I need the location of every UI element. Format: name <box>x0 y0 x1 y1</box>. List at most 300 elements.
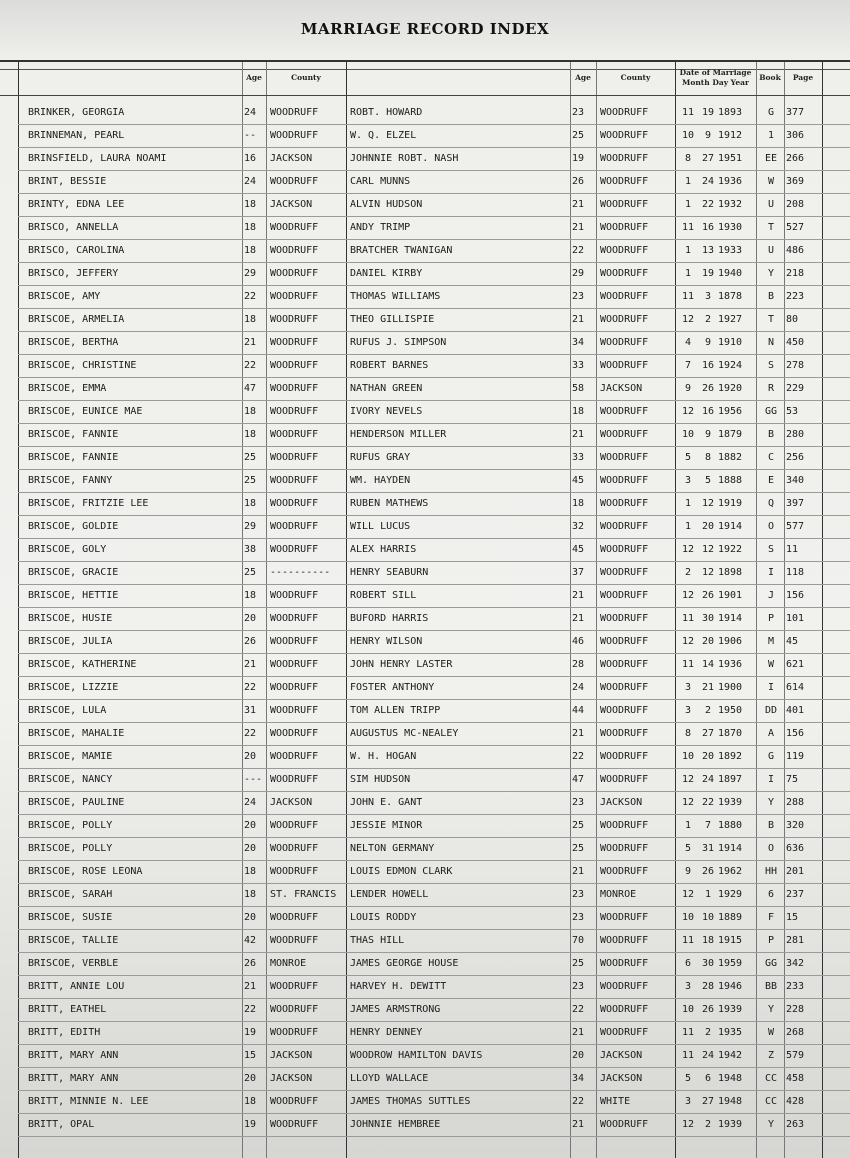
marriage-month: 12 <box>681 314 695 325</box>
groom-county: WOODRUFF <box>600 176 649 187</box>
table-row <box>0 815 850 838</box>
marriage-year: 1892 <box>718 751 743 762</box>
bride-age: 18 <box>244 222 257 233</box>
groom-county: WOODRUFF <box>600 107 649 118</box>
bride-age: 22 <box>244 291 257 302</box>
book-number: M <box>767 636 775 647</box>
page-number: 281 <box>786 935 805 946</box>
groom-county: WOODRUFF <box>600 406 649 417</box>
marriage-day: 2 <box>704 314 712 325</box>
marriage-day: 30 <box>701 958 715 969</box>
bride-age: 19 <box>244 1027 257 1038</box>
bride-name: BRINT, BESSIE <box>28 176 107 187</box>
marriage-year: 1888 <box>718 475 743 486</box>
marriage-year: 1951 <box>718 153 743 164</box>
marriage-month: 9 <box>684 866 692 877</box>
bride-age: 31 <box>244 705 257 716</box>
groom-age: 23 <box>572 981 585 992</box>
bride-county: WOODRUFF <box>270 429 319 440</box>
bride-name: BRISCOE, SUSIE <box>28 912 113 923</box>
bride-age: 18 <box>244 590 257 601</box>
groom-county: WOODRUFF <box>600 590 649 601</box>
book-number: B <box>767 820 775 831</box>
groom-county: WOODRUFF <box>600 452 649 463</box>
marriage-day: 20 <box>701 751 715 762</box>
bride-age: 18 <box>244 199 257 210</box>
bride-age: 25 <box>244 475 257 486</box>
marriage-month: 1 <box>684 245 692 256</box>
book-number: E <box>767 475 775 486</box>
bride-county: WOODRUFF <box>270 406 319 417</box>
table-row <box>0 263 850 286</box>
marriage-month: 1 <box>684 176 692 187</box>
marriage-year: 1932 <box>718 199 743 210</box>
groom-county: JACKSON <box>600 1073 643 1084</box>
marriage-year: 1898 <box>718 567 743 578</box>
book-number: T <box>767 222 775 233</box>
marriage-day: 2 <box>704 1027 712 1038</box>
marriage-day: 13 <box>701 245 715 256</box>
marriage-year: 1920 <box>718 383 743 394</box>
bride-age: 19 <box>244 1119 257 1130</box>
groom-age: 33 <box>572 452 585 463</box>
marriage-year: 1922 <box>718 544 743 555</box>
marriage-day: 26 <box>701 1004 715 1015</box>
marriage-month: 3 <box>684 981 692 992</box>
marriage-month: 4 <box>684 337 692 348</box>
marriage-day: 12 <box>701 544 715 555</box>
bride-age: 22 <box>244 682 257 693</box>
groom-age: 33 <box>572 360 585 371</box>
book-number: S <box>767 360 775 371</box>
table-row <box>0 148 850 171</box>
groom-age: 45 <box>572 544 585 555</box>
table-row <box>0 930 850 953</box>
groom-age: 21 <box>572 429 585 440</box>
marriage-day: 14 <box>701 659 715 670</box>
bride-name: BRISCOE, ARMELIA <box>28 314 125 325</box>
groom-name: NATHAN GREEN <box>350 383 423 394</box>
bride-county: WOODRUFF <box>270 981 319 992</box>
book-number: F <box>767 912 775 923</box>
page-number: 320 <box>786 820 805 831</box>
header-date-label: Date of Marriage <box>679 68 752 77</box>
marriage-month: 11 <box>681 222 695 233</box>
groom-county: WOODRUFF <box>600 613 649 624</box>
marriage-day: 27 <box>701 728 715 739</box>
groom-name: W. H. HOGAN <box>350 751 417 762</box>
marriage-month: 12 <box>681 1119 695 1130</box>
table-row <box>0 700 850 723</box>
marriage-year: 1897 <box>718 774 743 785</box>
bride-name: BRINTY, EDNA LEE <box>28 199 125 210</box>
header-county: County <box>291 73 321 82</box>
groom-county: WOODRUFF <box>600 291 649 302</box>
page-title: MARRIAGE RECORD INDEX <box>300 20 550 38</box>
groom-name: NELTON GERMANY <box>350 843 435 854</box>
bride-county: WOODRUFF <box>270 475 319 486</box>
marriage-year: 1936 <box>718 659 743 670</box>
bride-county: WOODRUFF <box>270 636 319 647</box>
bride-age: 47 <box>244 383 257 394</box>
groom-name: SIM HUDSON <box>350 774 411 785</box>
marriage-month: 6 <box>684 958 692 969</box>
bride-name: BRITT, OPAL <box>28 1119 95 1130</box>
marriage-day: 12 <box>701 498 715 509</box>
book-number: B <box>767 291 775 302</box>
marriage-month: 1 <box>684 268 692 279</box>
groom-age: 29 <box>572 268 585 279</box>
groom-age: 22 <box>572 245 585 256</box>
groom-age: 45 <box>572 475 585 486</box>
page-number: 233 <box>786 981 805 992</box>
marriage-day: 5 <box>704 475 712 486</box>
marriage-day: 22 <box>701 199 715 210</box>
groom-name: LENDER HOWELL <box>350 889 429 900</box>
groom-county: WOODRUFF <box>600 268 649 279</box>
groom-name: THAS HILL <box>350 935 405 946</box>
marriage-day: 24 <box>701 774 715 785</box>
groom-age: 34 <box>572 1073 585 1084</box>
groom-age: 25 <box>572 958 585 969</box>
marriage-month: 11 <box>681 107 695 118</box>
marriage-month: 5 <box>684 843 692 854</box>
groom-name: HENRY SEABURN <box>350 567 429 578</box>
table-row <box>0 631 850 654</box>
groom-age: 34 <box>572 337 585 348</box>
groom-name: JOHN HENRY LASTER <box>350 659 453 670</box>
groom-name: JOHNNIE ROBT. NASH <box>350 153 459 164</box>
book-number: BB <box>764 981 778 992</box>
bride-county: WOODRUFF <box>270 222 319 233</box>
groom-county: WHITE <box>600 1096 631 1107</box>
marriage-day: 10 <box>701 912 715 923</box>
groom-age: 21 <box>572 1119 585 1130</box>
marriage-year: 1879 <box>718 429 743 440</box>
bride-county: WOODRUFF <box>270 590 319 601</box>
groom-county: JACKSON <box>600 797 643 808</box>
table-row <box>0 125 850 148</box>
page-number: 256 <box>786 452 805 463</box>
bride-county: WOODRUFF <box>270 820 319 831</box>
bride-name: BRISCOE, KATHERINE <box>28 659 137 670</box>
page-number: 280 <box>786 429 805 440</box>
marriage-month: 11 <box>681 935 695 946</box>
groom-name: HENRY DENNEY <box>350 1027 423 1038</box>
groom-county: WOODRUFF <box>600 958 649 969</box>
marriage-year: 1946 <box>718 981 743 992</box>
marriage-month: 5 <box>684 452 692 463</box>
groom-name: RUFUS GRAY <box>350 452 411 463</box>
page-number: 486 <box>786 245 805 256</box>
marriage-month: 12 <box>681 590 695 601</box>
groom-age: 24 <box>572 682 585 693</box>
marriage-year: 1914 <box>718 843 743 854</box>
marriage-month: 12 <box>681 774 695 785</box>
marriage-year: 1939 <box>718 1119 743 1130</box>
header-county-groom: County <box>620 73 651 82</box>
groom-county: WOODRUFF <box>600 636 649 647</box>
bride-county: ---------- <box>270 567 331 578</box>
table-row <box>0 102 850 125</box>
groom-county: JACKSON <box>600 383 643 394</box>
page-number: 579 <box>786 1050 805 1061</box>
marriage-day: 9 <box>704 337 712 348</box>
header-rule <box>0 60 850 62</box>
bride-name: BRISCOE, LIZZIE <box>28 682 119 693</box>
bride-county: WOODRUFF <box>270 705 319 716</box>
groom-name: JAMES GEORGE HOUSE <box>350 958 459 969</box>
groom-name: CARL MUNNS <box>350 176 411 187</box>
marriage-year: 1882 <box>718 452 743 463</box>
book-number: CC <box>764 1096 778 1107</box>
bride-name: BRISCOE, SARAH <box>28 889 113 900</box>
table-row <box>0 562 850 585</box>
groom-age: 21 <box>572 728 585 739</box>
table-row <box>0 493 850 516</box>
bride-name: BRISCOE, POLLY <box>28 843 113 854</box>
groom-county: WOODRUFF <box>600 360 649 371</box>
bride-county: WOODRUFF <box>270 774 319 785</box>
groom-name: WM. HAYDEN <box>350 475 411 486</box>
groom-age: 19 <box>572 153 585 164</box>
marriage-month: 8 <box>684 728 692 739</box>
groom-age: 25 <box>572 130 585 141</box>
marriage-day: 16 <box>701 406 715 417</box>
marriage-year: 1956 <box>718 406 743 417</box>
bride-name: BRITT, MARY ANN <box>28 1073 119 1084</box>
groom-name: ROBERT BARNES <box>350 360 429 371</box>
groom-name: LOUIS RODDY <box>350 912 417 923</box>
bride-county: WOODRUFF <box>270 843 319 854</box>
header-month-day-year: Month Day Year <box>682 78 749 87</box>
book-number: CC <box>764 1073 778 1084</box>
marriage-year: 1948 <box>718 1096 743 1107</box>
table-row <box>0 424 850 447</box>
bride-age: 26 <box>244 636 257 647</box>
groom-name: ALVIN HUDSON <box>350 199 423 210</box>
groom-name: RUFUS J. SIMPSON <box>350 337 447 348</box>
bride-county: WOODRUFF <box>270 659 319 670</box>
groom-name: HENRY WILSON <box>350 636 423 647</box>
table-row <box>0 861 850 884</box>
marriage-year: 1948 <box>718 1073 743 1084</box>
marriage-year: 1880 <box>718 820 743 831</box>
marriage-year: 1878 <box>718 291 743 302</box>
bride-county: JACKSON <box>270 1073 313 1084</box>
marriage-year: 1936 <box>718 176 743 187</box>
bride-age: 22 <box>244 728 257 739</box>
page-number: 228 <box>786 1004 805 1015</box>
bride-age: 29 <box>244 268 257 279</box>
groom-age: 23 <box>572 889 585 900</box>
book-number: HH <box>764 866 778 877</box>
bride-name: BRISCOE, FANNIE <box>28 452 119 463</box>
groom-age: 47 <box>572 774 585 785</box>
page-number: 11 <box>786 544 799 555</box>
table-row <box>0 1114 850 1137</box>
page-number: 208 <box>786 199 805 210</box>
page-number: 223 <box>786 291 805 302</box>
marriage-day: 20 <box>701 636 715 647</box>
table-row <box>0 953 850 976</box>
page-number: 263 <box>786 1119 805 1130</box>
bride-name: BRITT, ANNIE LOU <box>28 981 125 992</box>
bride-name: BRISCOE, FRITZIE LEE <box>28 498 149 509</box>
book-number: P <box>767 935 775 946</box>
table-row <box>0 769 850 792</box>
groom-name: JOHN E. GANT <box>350 797 423 808</box>
bride-name: BRITT, EATHEL <box>28 1004 107 1015</box>
groom-county: WOODRUFF <box>600 866 649 877</box>
marriage-year: 1914 <box>718 521 743 532</box>
book-number: Q <box>767 498 775 509</box>
marriage-month: 3 <box>684 705 692 716</box>
bride-name: BRISCO, JEFFERY <box>28 268 119 279</box>
book-number: P <box>767 613 775 624</box>
book-number: Y <box>767 1119 775 1130</box>
bride-county: JACKSON <box>270 199 313 210</box>
page-number: 237 <box>786 889 805 900</box>
bride-county: WOODRUFF <box>270 1119 319 1130</box>
marriage-year: 1919 <box>718 498 743 509</box>
marriage-day: 6 <box>704 1073 712 1084</box>
groom-county: WOODRUFF <box>600 912 649 923</box>
marriage-day: 9 <box>704 130 712 141</box>
page-number: 614 <box>786 682 805 693</box>
book-number: I <box>767 682 775 693</box>
bride-name: BRISCOE, EUNICE MAE <box>28 406 143 417</box>
bride-age: 18 <box>244 866 257 877</box>
groom-age: 21 <box>572 613 585 624</box>
book-number: 6 <box>767 889 775 900</box>
groom-age: 25 <box>572 843 585 854</box>
marriage-year: 1950 <box>718 705 743 716</box>
marriage-month: 12 <box>681 797 695 808</box>
marriage-day: 27 <box>701 1096 715 1107</box>
marriage-day: 16 <box>701 360 715 371</box>
groom-county: WOODRUFF <box>600 498 649 509</box>
bride-age: 20 <box>244 820 257 831</box>
bride-age: 18 <box>244 889 257 900</box>
book-number: W <box>767 176 775 187</box>
book-number: I <box>767 774 775 785</box>
marriage-day: 31 <box>701 843 715 854</box>
marriage-year: 1889 <box>718 912 743 923</box>
table-row <box>0 884 850 907</box>
table-row <box>0 309 850 332</box>
groom-name: DANIEL KIRBY <box>350 268 423 279</box>
table-row <box>0 654 850 677</box>
table-row <box>0 401 850 424</box>
marriage-year: 1929 <box>718 889 743 900</box>
page-number: 458 <box>786 1073 805 1084</box>
groom-county: WOODRUFF <box>600 935 649 946</box>
marriage-day: 24 <box>701 176 715 187</box>
marriage-year: 1930 <box>718 222 743 233</box>
groom-age: 23 <box>572 797 585 808</box>
groom-name: JOHNNIE HEMBREE <box>350 1119 441 1130</box>
groom-age: 23 <box>572 912 585 923</box>
page-number: 428 <box>786 1096 805 1107</box>
bride-name: BRISCOE, POLLY <box>28 820 113 831</box>
table-row <box>0 1068 850 1091</box>
groom-county: WOODRUFF <box>600 843 649 854</box>
bride-county: WOODRUFF <box>270 912 319 923</box>
marriage-day: 7 <box>704 820 712 831</box>
groom-county: WOODRUFF <box>600 728 649 739</box>
bride-county: MONROE <box>270 958 307 969</box>
bride-age: 18 <box>244 245 257 256</box>
groom-county: WOODRUFF <box>600 774 649 785</box>
bride-name: BRITT, MINNIE N. LEE <box>28 1096 149 1107</box>
marriage-year: 1893 <box>718 107 743 118</box>
marriage-year: 1912 <box>718 130 743 141</box>
marriage-day: 19 <box>701 268 715 279</box>
table-row <box>0 447 850 470</box>
bride-name: BRISCOE, MAHALIE <box>28 728 125 739</box>
groom-name: WILL LUCUS <box>350 521 411 532</box>
marriage-month: 12 <box>681 636 695 647</box>
table-row <box>0 585 850 608</box>
book-number: G <box>767 751 775 762</box>
table-row <box>0 470 850 493</box>
marriage-month: 10 <box>681 1004 695 1015</box>
bride-age: 26 <box>244 958 257 969</box>
marriage-month: 11 <box>681 1027 695 1038</box>
marriage-day: 20 <box>701 521 715 532</box>
table-row <box>0 838 850 861</box>
page-number: 577 <box>786 521 805 532</box>
groom-name: JAMES THOMAS SUTTLES <box>350 1096 471 1107</box>
table-row <box>0 378 850 401</box>
groom-age: 22 <box>572 1096 585 1107</box>
groom-name: HARVEY H. DEWITT <box>350 981 447 992</box>
table-row <box>0 608 850 631</box>
groom-age: 46 <box>572 636 585 647</box>
page-number: 527 <box>786 222 805 233</box>
bride-name: BRISCOE, FANNIE <box>28 429 119 440</box>
bride-county: WOODRUFF <box>270 314 319 325</box>
bride-name: BRISCOE, LULA <box>28 705 107 716</box>
table-row <box>0 746 850 769</box>
marriage-year: 1933 <box>718 245 743 256</box>
bride-county: WOODRUFF <box>270 498 319 509</box>
bride-county: WOODRUFF <box>270 130 319 141</box>
bride-age: 20 <box>244 613 257 624</box>
groom-age: 44 <box>572 705 585 716</box>
bride-name: BRISCOE, TALLIE <box>28 935 119 946</box>
marriage-day: 27 <box>701 153 715 164</box>
groom-name: WOODROW HAMILTON DAVIS <box>350 1050 483 1061</box>
table-row <box>0 171 850 194</box>
page-number: 340 <box>786 475 805 486</box>
marriage-year: 1906 <box>718 636 743 647</box>
bride-county: WOODRUFF <box>270 751 319 762</box>
groom-age: 23 <box>572 291 585 302</box>
book-number: Z <box>767 1050 775 1061</box>
bride-county: WOODRUFF <box>270 866 319 877</box>
marriage-month: 8 <box>684 153 692 164</box>
marriage-year: 1901 <box>718 590 743 601</box>
book-number: O <box>767 521 775 532</box>
book-number: Y <box>767 1004 775 1015</box>
page-number: 342 <box>786 958 805 969</box>
table-row <box>0 539 850 562</box>
groom-age: 21 <box>572 222 585 233</box>
groom-county: WOODRUFF <box>600 705 649 716</box>
marriage-year: 1939 <box>718 797 743 808</box>
